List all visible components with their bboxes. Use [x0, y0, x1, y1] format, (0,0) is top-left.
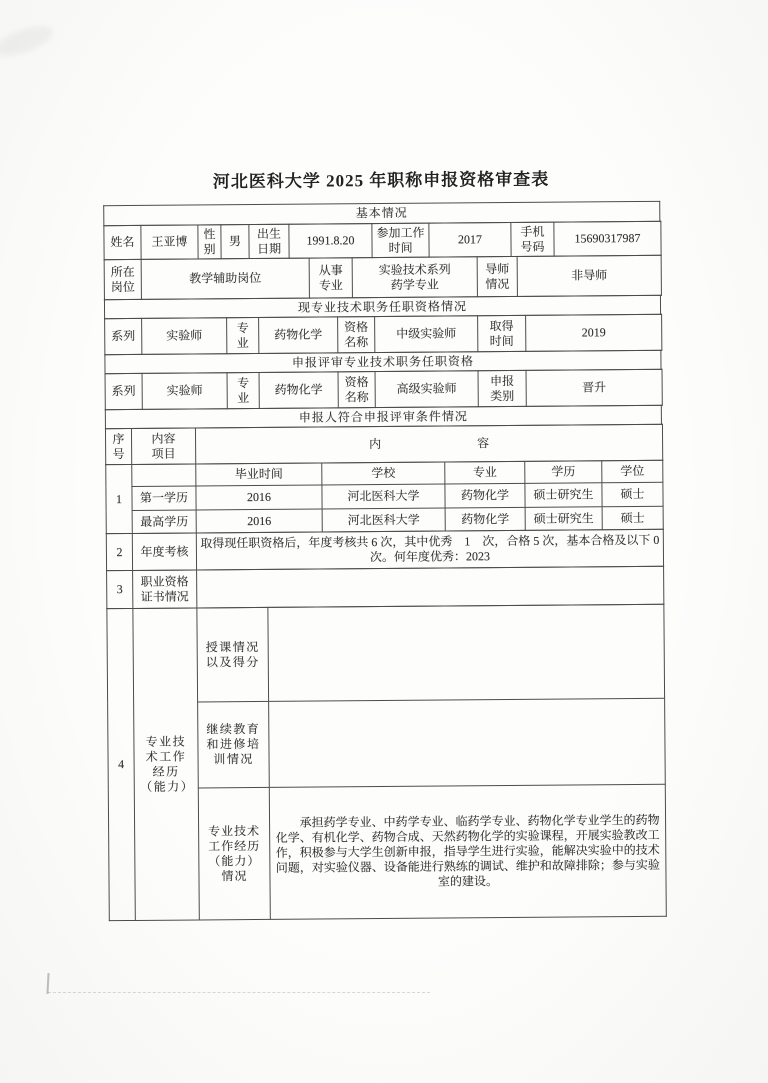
edu-col-school: 学校 [322, 462, 445, 485]
current-qual-name-label: 资格名称 [338, 317, 375, 353]
apply-major-value: 药物化学 [259, 372, 338, 409]
conditions-columns-row [105, 424, 663, 465]
post-value: 教学辅助岗位 [141, 258, 309, 299]
scan-artifact-line [48, 992, 430, 993]
certificate-row [106, 566, 664, 609]
phone-value: 15690317987 [554, 221, 661, 256]
experience-row-number: 4 [107, 608, 135, 920]
col-item-header: 内容项目 [131, 428, 195, 465]
highest-education-school: 河北医科大学 [322, 508, 445, 532]
first-education-school: 河北医科大学 [322, 484, 445, 509]
current-series-value: 实验师 [142, 318, 227, 355]
education-row-number: 1 [106, 464, 133, 533]
work-start-label: 参加工作时间 [372, 223, 429, 257]
birth-date-label: 出生日期 [249, 224, 289, 258]
first-education-label: 第一学历 [132, 486, 196, 511]
current-qualification-header: 现专业技术职务任职资格情况 [104, 295, 660, 318]
current-obtain-time-label: 取得时间 [478, 315, 526, 351]
name-value: 王亚博 [141, 225, 198, 259]
teaching-score-content [268, 604, 665, 701]
profession-label: 从事专业 [309, 258, 352, 298]
apply-qual-name-label: 资格名称 [338, 372, 375, 408]
assessment-row-number: 2 [106, 533, 132, 570]
conditions-header: 申报人符合申报评审条件情况 [105, 405, 661, 428]
apply-qualification-row [105, 369, 663, 410]
certificate-content [197, 566, 664, 608]
highest-education-degree-level: 硕士研究生 [525, 507, 602, 531]
gender-value: 男 [221, 225, 249, 259]
highest-education-time: 2016 [196, 509, 322, 533]
assessment-content: 取得现任职资格后，年度考核共 6 次，其中优秀 1 次，合格 5 次，基本合格及以下 0 次。何年度优秀：2023 [196, 529, 663, 570]
apply-category-value: 晋升 [526, 369, 662, 406]
page-title: 河北医科大学 2025 年职称申报资格审查表 [212, 169, 550, 192]
col-no-header: 序号 [105, 428, 131, 464]
post-label: 所在岗位 [104, 259, 141, 299]
mentor-value: 非导师 [517, 255, 661, 296]
apply-qual-name-value: 高级实验师 [375, 371, 478, 408]
apply-series-label: 系列 [105, 373, 142, 409]
education-blank-cell [132, 464, 196, 487]
highest-education-major: 药物化学 [445, 507, 525, 531]
first-education-degree-level: 硕士研究生 [525, 483, 602, 508]
work-experience-label: 专业技术工作经历（能力）情况 [198, 787, 270, 920]
assessment-label: 年度考核 [132, 533, 196, 571]
gender-label: 性别 [198, 225, 221, 259]
first-education-degree: 硕士 [602, 482, 663, 506]
post-row [104, 255, 662, 300]
teaching-score-label: 授课情况以及得分 [197, 607, 269, 702]
apply-series-value: 实验师 [142, 373, 227, 410]
name-row [103, 221, 661, 260]
mentor-label: 导师情况 [477, 256, 517, 296]
certificate-row-number: 3 [107, 570, 133, 608]
review-form-table [103, 201, 666, 921]
current-qual-name-value: 中级实验师 [375, 316, 478, 353]
experience-label: 专业技术工作经历（能力） [133, 608, 199, 920]
profession-value: 实验技术系列药学专业 [352, 257, 477, 298]
experience-block [106, 604, 666, 921]
annual-assessment-row [106, 529, 664, 571]
apply-major-label: 专业 [227, 372, 259, 408]
apply-qualification-header: 申报评审专业技术职务任职资格 [105, 350, 661, 373]
certificate-label: 职业资格证书情况 [133, 570, 197, 609]
highest-education-label: 最高学历 [132, 510, 196, 534]
continuing-education-label: 继续教育和进修培训情况 [198, 701, 270, 788]
edu-col-grad-time: 毕业时间 [196, 463, 322, 486]
first-education-major: 药物化学 [445, 483, 525, 508]
birth-date-value: 1991.8.20 [289, 224, 372, 259]
current-major-label: 专业 [227, 317, 259, 353]
first-education-time: 2016 [196, 485, 322, 510]
current-obtain-time-value: 2019 [526, 314, 662, 351]
edu-col-major: 专业 [445, 461, 525, 484]
current-qualification-row [104, 314, 662, 355]
phone-label: 手机号码 [511, 222, 554, 256]
highest-education-degree: 硕士 [602, 506, 663, 529]
name-label: 姓名 [104, 225, 141, 259]
basic-info-header: 基本情况 [104, 201, 660, 225]
apply-category-label: 申报类别 [478, 370, 526, 406]
edu-col-degree-level: 学历 [525, 461, 602, 484]
current-major-value: 药物化学 [259, 317, 338, 354]
work-start-value: 2017 [429, 222, 511, 257]
col-content-header: 内 容 [195, 424, 662, 464]
education-block [105, 460, 664, 534]
continuing-education-content [269, 698, 666, 787]
work-experience-content: 承担药学专业、中药学专业、临药学专业、药物化学专业学生的药物化学、有机化学、药物合成、天然药物化学的实验课程，开展实验教改工作，积极参与大学生创新申报，指导学生进行实验，能解决实验中的技术问题，对实验仪器、设备能进行熟练的调试、维护和故障排除；参与实验室的建设。 [269, 784, 666, 919]
current-series-label: 系列 [105, 318, 142, 354]
edu-col-degree: 学位 [602, 460, 663, 482]
